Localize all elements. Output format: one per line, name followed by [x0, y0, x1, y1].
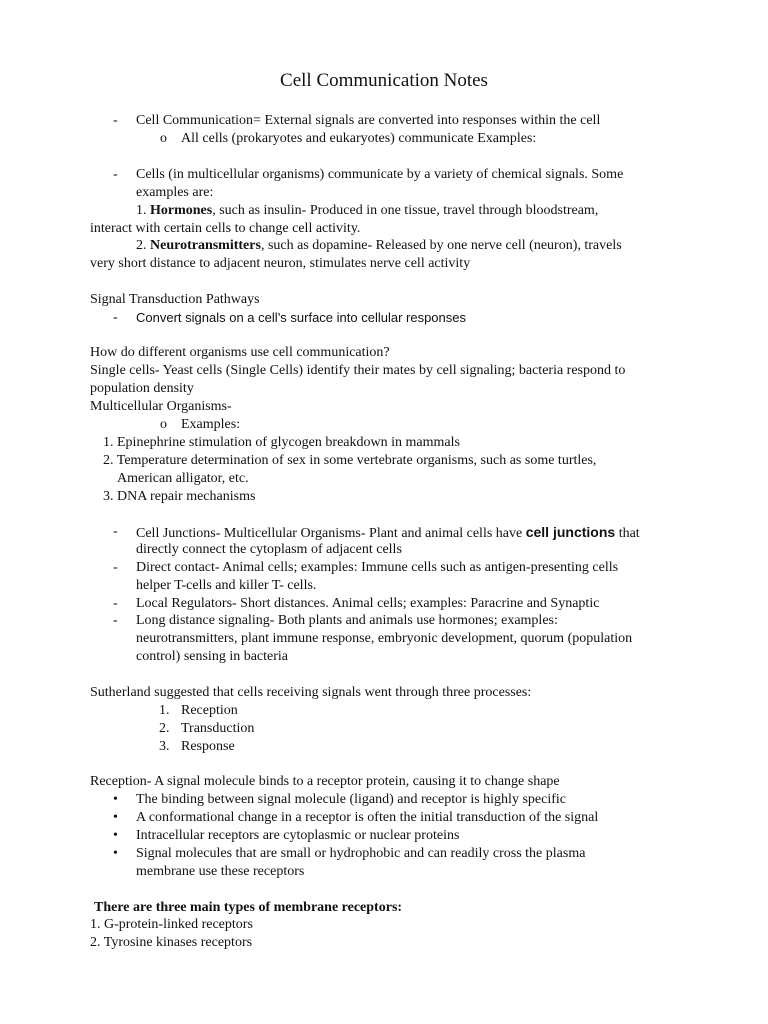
hormones-continuation: interact with certain cells to change cell activity.: [90, 221, 361, 236]
process-item: [159, 702, 238, 720]
process-label: Transduction: [181, 721, 255, 736]
process-label: Response: [181, 739, 235, 754]
page-title: Cell Communication Notes: [280, 70, 488, 91]
receptor-type-1: 1. G-protein-linked receptors: [90, 917, 253, 932]
dash-marker: -: [113, 113, 118, 128]
dash-marker: -: [113, 524, 118, 539]
reception-bullet-4-line2: membrane use these receptors: [136, 864, 305, 879]
bullet-marker: •: [113, 810, 118, 825]
membrane-receptors-heading-text: There are three main types of membrane receptors:: [94, 900, 403, 915]
cell-junctions-continuation: directly connect the cytoplasm of adjacent cells: [136, 542, 402, 557]
chemical-signals-line2: examples are:: [136, 185, 214, 200]
cell-junctions-tail: that: [615, 526, 640, 541]
example-temperature-line2: American alligator, etc.: [117, 471, 249, 486]
organisms-question: How do different organisms use cell communication?: [90, 345, 390, 360]
receptor-type-2: 2. Tyrosine kinases receptors: [90, 935, 253, 950]
process-item: [159, 738, 235, 756]
example-dna-repair: 3. DNA repair mechanisms: [103, 489, 256, 504]
reception-bullet-4-line1: Signal molecules that are small or hydrophobic and can readily cross the plasma: [136, 846, 586, 861]
process-number: 1.: [159, 703, 170, 718]
reception-bullet-1: The binding between signal molecule (ligand) and receptor is highly specific: [136, 792, 566, 807]
chemical-signals-line1: Cells (in multicellular organisms) communicate by a variety of chemical signals. Some: [136, 167, 624, 182]
dash-marker: -: [113, 167, 118, 182]
reception-intro: Reception- A signal molecule binds to a receptor protein, causing it to change shape: [90, 774, 560, 789]
process-number: 3.: [159, 739, 170, 754]
cell-communication-definition: Cell Communication= External signals are converted into responses within the cell: [136, 113, 601, 128]
hormones-term: Hormones: [150, 203, 213, 218]
bullet-marker: •: [113, 792, 118, 807]
reception-bullet-3: Intracellular receptors are cytoplasmic or nuclear proteins: [136, 828, 460, 843]
direct-contact-line1: Direct contact- Animal cells; examples: Immune cells such as antigen-presenting cells: [136, 560, 619, 575]
bullet-marker: •: [113, 828, 118, 843]
example-epinephrine: 1. Epinephrine stimulation of glycogen breakdown in mammals: [103, 435, 460, 450]
convert-signals-line: Convert signals on a cell’s surface into cellular responses: [136, 310, 466, 325]
neurotransmitters-line: [136, 237, 622, 255]
hormones-line: [136, 202, 598, 220]
membrane-receptors-heading: [94, 899, 402, 917]
process-label: Reception: [181, 703, 238, 718]
circle-marker: o: [160, 131, 167, 146]
examples-label: Examples:: [181, 417, 241, 432]
cell-junctions-term: cell junctions: [525, 524, 616, 540]
bullet-marker: •: [113, 846, 118, 861]
local-regulators-line: Local Regulators- Short distances. Animal cells; examples: Paracrine and Synaptic: [136, 596, 600, 611]
cell-junctions-text: Cell Junctions- Multicellular Organisms- Plant and animal cells have: [136, 526, 526, 541]
circle-marker: o: [160, 417, 167, 432]
multicellular-heading: Multicellular Organisms-: [90, 399, 232, 414]
direct-contact-line2: helper T-cells and killer T- cells.: [136, 578, 317, 593]
hormones-number: 1.: [136, 203, 147, 218]
dash-marker: -: [113, 560, 118, 575]
signal-transduction-heading: Signal Transduction Pathways: [90, 292, 260, 307]
dash-marker: -: [113, 613, 118, 628]
long-distance-line2: neurotransmitters, plant immune response, embryonic development, quorum (population: [136, 631, 633, 646]
all-cells-note: All cells (prokaryotes and eukaryotes) communicate Examples:: [181, 131, 537, 146]
dash-marker: -: [113, 310, 118, 325]
cell-junctions-line: [136, 523, 640, 543]
single-cells-line2: population density: [90, 381, 194, 396]
neurotransmitters-continuation: very short distance to adjacent neuron, stimulates nerve cell activity: [90, 256, 471, 271]
dash-marker: -: [113, 596, 118, 611]
neurotransmitters-term: Neurotransmitters: [150, 238, 261, 253]
single-cells-line1: Single cells- Yeast cells (Single Cells) identify their mates by cell signaling; bacteria respond to: [90, 363, 626, 378]
process-item: [159, 720, 255, 738]
long-distance-line3: control) sensing in bacteria: [136, 649, 289, 664]
hormones-description: , such as insulin- Produced in one tissue, travel through bloodstream,: [212, 203, 599, 218]
long-distance-line1: Long distance signaling- Both plants and animals use hormones; examples:: [136, 613, 558, 628]
sutherland-intro: Sutherland suggested that cells receiving signals went through three processes:: [90, 685, 532, 700]
example-temperature-line1: 2. Temperature determination of sex in some vertebrate organisms, such as some turtles,: [103, 453, 597, 468]
neurotransmitters-description: , such as dopamine- Released by one nerve cell (neuron), travels: [260, 238, 622, 253]
neurotransmitters-number: 2.: [136, 238, 147, 253]
process-number: 2.: [159, 721, 170, 736]
reception-bullet-2: A conformational change in a receptor is often the initial transduction of the signal: [136, 810, 599, 825]
